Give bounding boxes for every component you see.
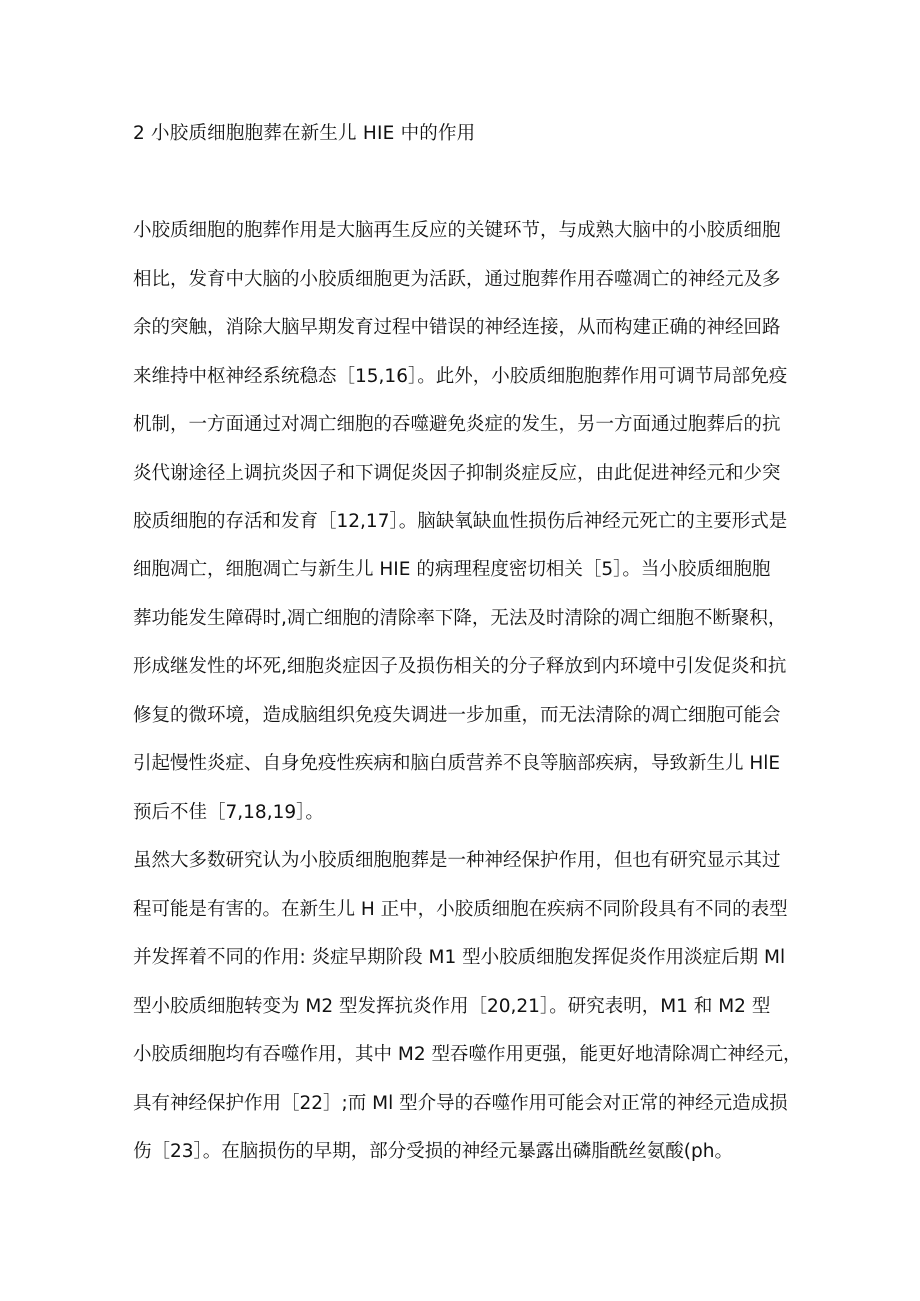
text-line: 形成继发性的坏死,细胞炎症因子及损伤相关的分子释放到内环境中引发促炎和抗 [133, 656, 787, 677]
text-line: 预后不佳［7,18,19］。 [133, 802, 324, 823]
section-heading: 2 小胶质细胞胞葬在新生儿 HIE 中的作用 [133, 123, 476, 144]
text-line: 并发挥着不同的作用: 炎症早期阶段 M1 型小胶质细胞发挥促炎作用淡症后期 Ml [133, 947, 786, 968]
text-line: 余的突触，消除大脑早期发育过程中错误的神经连接，从而构建正确的神经回路 [133, 317, 781, 338]
text-line: 相比，发育中大脑的小胶质细胞更为活跃，通过胞葬作用吞噬凋亡的神经元及多 [133, 269, 781, 290]
text-line: 胶质细胞的存活和发育［12,17］。脑缺氧缺血性损伤后神经元死亡的主要形式是 [133, 511, 788, 532]
text-line: 程可能是有害的。在新生儿 H 正中，小胶质细胞在疾病不同阶段具有不同的表型 [133, 899, 788, 920]
text-line: 小胶质细胞的胞葬作用是大脑再生反应的关键环节，与成熟大脑中的小胶质细胞 [133, 220, 781, 241]
text-line: 型小胶质细胞转变为 M2 型发挥抗炎作用［20,21］。研究表明，M1 和 M2 型 [133, 996, 771, 1017]
text-line: 葬功能发生障碍时,凋亡细胞的清除率下降，无法及时清除的凋亡细胞不断聚积， [133, 608, 787, 629]
text-line: 细胞凋亡，细胞凋亡与新生儿 HIE 的病理程度密切相关［5］。当小胶质细胞胞 [133, 559, 771, 580]
text-line: 伤［23］。在脑损伤的早期，部分受损的神经元暴露出磷脂酰丝氨酸(ph。 [133, 1141, 733, 1162]
text-line: 修复的微环境，造成脑组织免疫失调进一步加重，而无法清除的凋亡细胞可能会 [133, 705, 781, 726]
text-line: 小胶质细胞均有吞噬作用，其中 M2 型吞噬作用更强，能更好地清除凋亡神经元， [133, 1044, 802, 1065]
text-line: 虽然大多数研究认为小胶质细胞胞葬是一种神经保护作用，但也有研究显示其过 [133, 850, 781, 871]
text-line: 引起慢性炎症、自身免疫性疾病和脑白质营养不良等脑部疾病，导致新生儿 HlE [133, 753, 781, 774]
text-line: 炎代谢途径上调抗炎因子和下调促炎因子抑制炎症反应，由此促进神经元和少突 [133, 463, 781, 484]
text-line: 机制，一方面通过对凋亡细胞的吞噬避免炎症的发生，另一方面通过胞葬后的抗 [133, 414, 781, 435]
text-line: 具有神经保护作用［22］;而 Ml 型介导的吞噬作用可能会对正常的神经元造成损 [133, 1093, 788, 1114]
text-line: 来维持中枢神经系统稳态［15,16］。此外，小胶质细胞胞葬作用可调节局部免疫 [133, 366, 788, 387]
